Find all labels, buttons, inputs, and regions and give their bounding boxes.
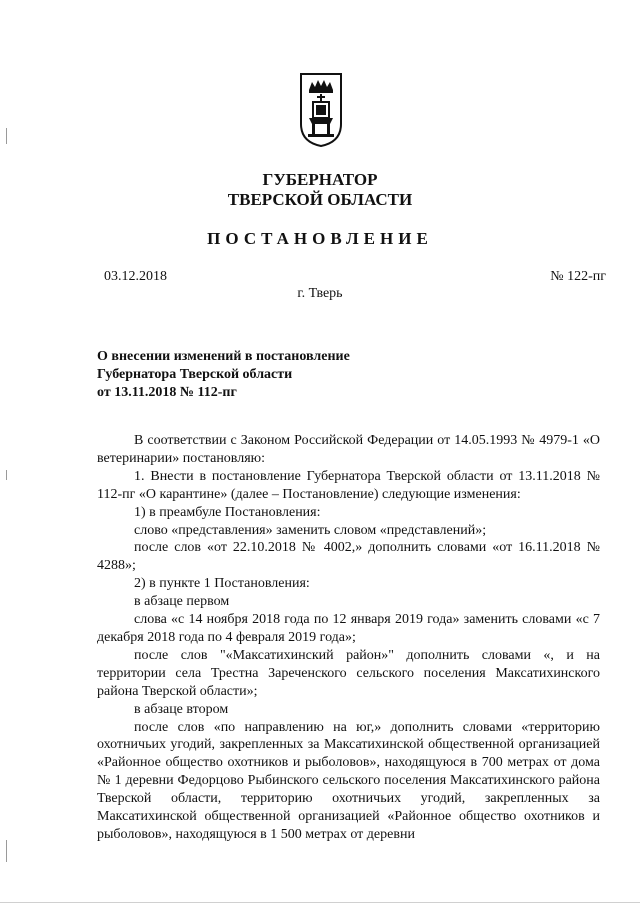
body-paragraph: 1. Внести в постановление Губернатора Тверской области от 13.11.2018 № 112-пг «О карантине» (далее – Постановление) следующие изменения: (97, 468, 600, 502)
page-bottom-divider (0, 902, 640, 903)
subject-line: О внесении изменений в постановление (97, 349, 350, 364)
body-paragraph: в абзаце первом (134, 594, 230, 610)
scan-edge-mark (6, 470, 7, 480)
document-date: 03.12.2018 (104, 269, 167, 284)
document-city: г. Тверь (297, 286, 343, 301)
body-paragraph: в абзаце втором (134, 701, 229, 717)
tver-coat-of-arms-icon (299, 72, 343, 148)
subject-line: Губернатора Тверской области (97, 367, 293, 382)
document-body (97, 432, 600, 844)
body-paragraph: слова «с 14 ноября 2018 года по 12 января 2019 года» заменить словами «с 7 декабря 2018 года по 4 февраля 2019 года»; (97, 612, 600, 645)
body-paragraph: после слов «по направлению на юг,» дополнить словами «территорию охотничьих угодий, закрепленных за Максатихинской общественной организацией «Районное общество охотников и рыболовов», находящуюся в 700 метрах от дома № 1 деревни Федорцово Рыбинского сельского поселения Максатихинского района Тверской области, территорию охотничьих угодий, закрепленных за Максатихинской общественной организацией «Районное общество охотников и рыболовов», находящуюся в 1 500 метрах от деревни (97, 719, 600, 842)
subject-line: от 13.11.2018 № 112-пг (97, 385, 237, 400)
authority-region: ТВЕРСКОЙ ОБЛАСТИ (227, 190, 413, 209)
scan-edge-mark (6, 128, 7, 144)
body-paragraph: слово «представления» заменить словом «представлений»; (134, 522, 487, 538)
document-type: ПОСТАНОВЛЕНИЕ (207, 229, 433, 248)
body-paragraph: 1) в преамбуле Постановления: (134, 504, 321, 520)
authority-title: ГУБЕРНАТОР (262, 170, 378, 189)
document-subject (97, 348, 417, 402)
document-number: № 122-пг (550, 269, 606, 284)
body-paragraph: после слов «от 22.10.2018 № 4002,» дополнить словами «от 16.11.2018 № 4288»; (97, 540, 600, 574)
scan-edge-mark (6, 840, 7, 862)
body-paragraph: после слов "«Максатихинский район»" дополнить словами «, и на территории села Трестна Зареченского сельского поселения Максатихинского района Тверской области»; (97, 647, 600, 699)
body-paragraph: В соответствии с Законом Российской Федерации от 14.05.1993 № 4979-1 «О ветеринарии» постановляю: (97, 433, 600, 466)
body-paragraph: 2) в пункте 1 Постановления: (134, 576, 310, 592)
